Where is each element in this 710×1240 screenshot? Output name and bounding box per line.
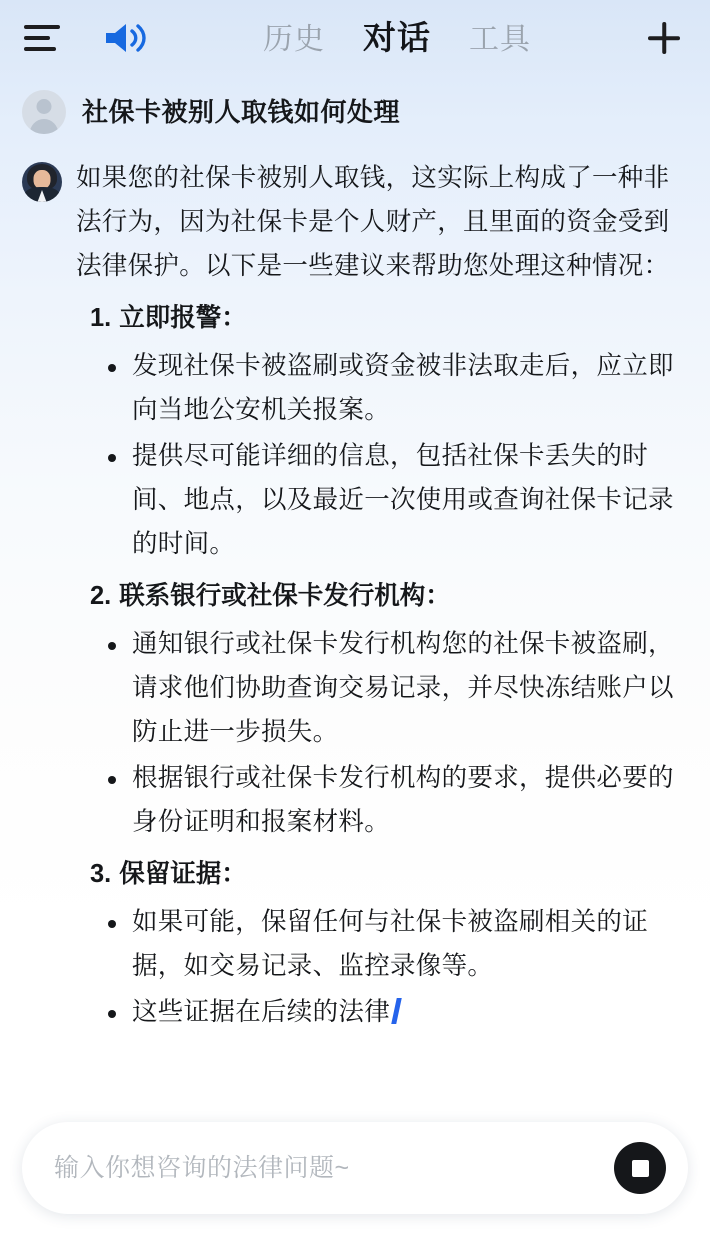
list-item bbox=[76, 850, 688, 1034]
streaming-cursor-icon bbox=[391, 998, 402, 1024]
step-heading-2: 联系银行或社保卡发行机构 bbox=[119, 582, 426, 610]
step-heading-suffix-2: ： bbox=[425, 582, 451, 610]
user-message bbox=[22, 90, 688, 134]
user-message-text: 社保卡被别人取钱如何处理 bbox=[82, 97, 401, 127]
list-item: 发现社保卡被盗刷或资金被非法取走后，应立即向当地公安机关报案。 bbox=[104, 344, 688, 432]
step-heading-suffix-3: ： bbox=[221, 860, 247, 888]
conversation-scroll-area[interactable] bbox=[0, 76, 710, 1112]
assistant-avatar bbox=[22, 162, 62, 202]
hamburger-menu-icon[interactable] bbox=[24, 22, 64, 54]
list-item: 提供尽可能详细的信息，包括社保卡丢失的时间、地点，以及最近一次使用或查询社保卡记录的时间。 bbox=[104, 434, 688, 566]
streaming-text: 这些证据在后续的法律 bbox=[132, 998, 391, 1026]
step-number-1: 1. bbox=[90, 304, 112, 332]
speaker-on-icon[interactable] bbox=[100, 18, 152, 58]
step-title-2 bbox=[76, 572, 688, 620]
message-input[interactable] bbox=[52, 1153, 602, 1184]
step-bullets-1 bbox=[76, 344, 688, 566]
step-title-3 bbox=[76, 850, 688, 898]
tab-tools[interactable]: 工具 bbox=[469, 23, 531, 56]
composer-bar[interactable] bbox=[22, 1122, 688, 1214]
composer-container bbox=[0, 1112, 710, 1240]
tab-history[interactable]: 历史 bbox=[263, 23, 325, 56]
tab-bar bbox=[152, 21, 642, 55]
step-number-3: 3. bbox=[90, 860, 112, 888]
list-item bbox=[76, 294, 688, 566]
list-item bbox=[104, 990, 688, 1034]
step-heading-3: 保留证据 bbox=[119, 860, 222, 888]
step-heading-suffix-1: ： bbox=[221, 304, 247, 332]
assistant-message bbox=[22, 156, 688, 1034]
assistant-steps-list bbox=[76, 294, 688, 1034]
step-bullets-2 bbox=[76, 622, 688, 844]
step-title-1 bbox=[76, 294, 688, 342]
step-heading-1: 立即报警 bbox=[119, 304, 222, 332]
list-item bbox=[76, 572, 688, 844]
top-navigation-bar bbox=[0, 0, 710, 76]
list-item: 根据银行或社保卡发行机构的要求，提供必要的身份证明和报案材料。 bbox=[104, 756, 688, 844]
assistant-intro-paragraph: 如果您的社保卡被别人取钱，这实际上构成了一种非法行为，因为社保卡是个人财产，且里面的资金受到法律保护。以下是一些建议来帮助您处理这种情况： bbox=[76, 164, 670, 280]
list-item: 通知银行或社保卡发行机构您的社保卡被盗刷，请求他们协助查询交易记录，并尽快冻结账户以防止进一步损失。 bbox=[104, 622, 688, 754]
list-item: 如果可能，保留任何与社保卡被盗刷相关的证据，如交易记录、监控录像等。 bbox=[104, 900, 688, 988]
stop-square-icon bbox=[632, 1160, 649, 1177]
step-bullets-3 bbox=[76, 900, 688, 1034]
step-number-2: 2. bbox=[90, 582, 112, 610]
new-chat-plus-icon[interactable] bbox=[642, 16, 686, 60]
stop-generation-button[interactable] bbox=[614, 1142, 666, 1194]
tab-chat[interactable]: 对话 bbox=[363, 19, 431, 56]
user-avatar bbox=[22, 90, 66, 134]
